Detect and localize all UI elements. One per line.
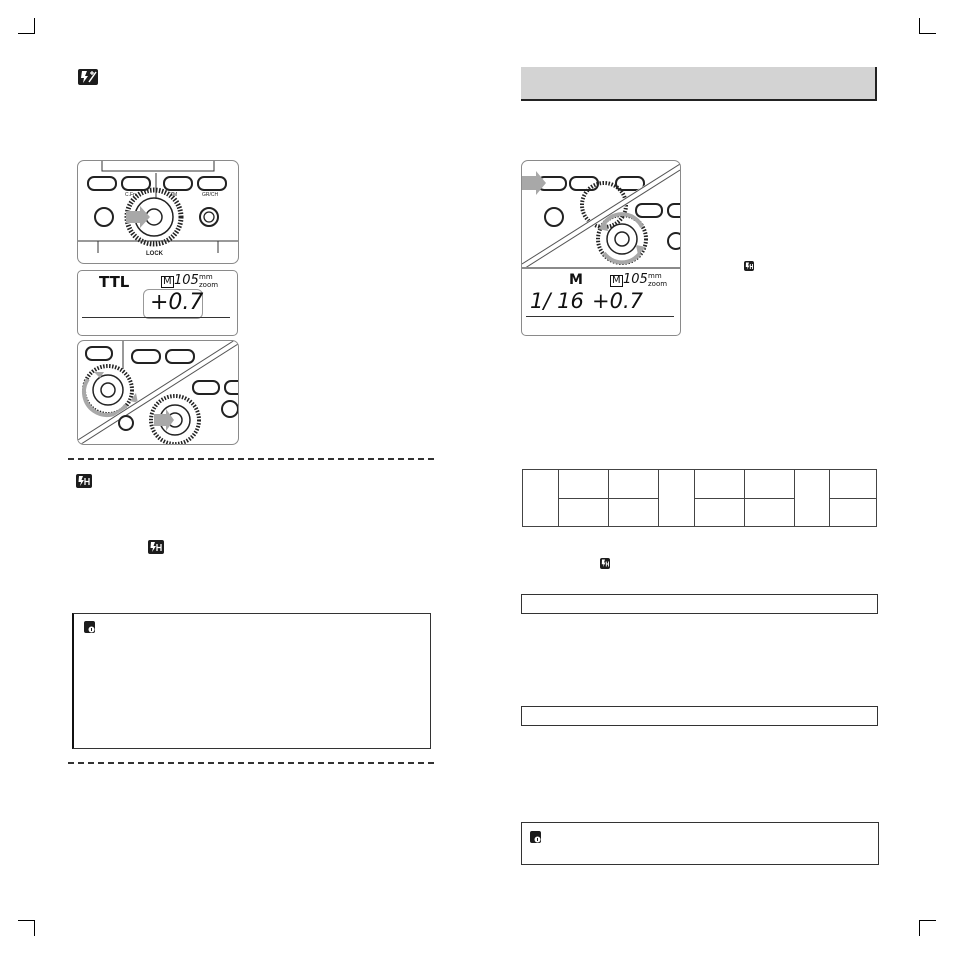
table-cell [829, 469, 877, 499]
crop-mark-top-right-h [919, 33, 936, 34]
table-cell [744, 469, 795, 499]
crop-mark-top-left-v [34, 18, 35, 34]
note-box-right [521, 822, 879, 865]
lcd-zoom-prefix: M [612, 275, 621, 286]
cfn-button-label: C.Fn [125, 192, 136, 198]
note-icon [84, 621, 95, 633]
crop-mark-top-right-v [919, 18, 920, 34]
lcd-power: 1/ 16 [530, 289, 584, 313]
lcd-zoom-unit-bottom: zoom [648, 280, 668, 288]
crop-mark-bottom-left-v [34, 920, 35, 936]
info-bar-1 [521, 594, 878, 614]
table-cell [829, 498, 877, 527]
lcd-mode: TTL [99, 273, 130, 291]
flash-panel-diagram-3 [521, 160, 681, 268]
lcd-display-ttl [77, 270, 238, 336]
table-cell [694, 498, 745, 527]
high-speed-sync-inline-icon [148, 540, 164, 554]
settings-table [522, 469, 877, 527]
section-divider-bottom [68, 762, 434, 764]
lcd-zoom-unit-bottom: zoom [199, 281, 219, 289]
table-cell [608, 498, 659, 527]
table-cell [794, 469, 830, 527]
table-cell [558, 498, 609, 527]
lock-label: LOCK [146, 251, 163, 257]
lcd-compensation: +0.7 [592, 289, 643, 313]
lcd-zoom-value: 105 [623, 272, 648, 287]
flash-panel-diagram-2 [77, 340, 239, 445]
lcd-baseline [526, 316, 674, 317]
flash-panel-diagram-1 [77, 160, 239, 264]
lcd-zoom-unit-top: mm [648, 272, 662, 280]
zoom-button-label: ZM [170, 192, 178, 198]
high-speed-sync-inline-icon-right-2 [600, 558, 610, 569]
lcd-mode: M [569, 272, 583, 288]
table-cell [658, 469, 695, 527]
lcd-zoom-prefix: M [163, 276, 172, 287]
table-cell [558, 469, 609, 499]
crop-mark-bottom-right-h [919, 920, 936, 921]
table-cell [744, 498, 795, 527]
crop-mark-bottom-left-h [18, 920, 35, 921]
lcd-compensation: +0.7 [150, 290, 204, 315]
lcd-zoom-unit-top: mm [199, 273, 213, 281]
note-box-left [72, 613, 431, 749]
info-bar-2 [521, 706, 878, 726]
section-divider-top [68, 458, 434, 460]
flash-exposure-compensation-icon [78, 69, 98, 85]
section-header-bar [521, 67, 877, 101]
grch-button-label: GR/CH [202, 192, 219, 198]
note-icon [530, 831, 541, 843]
crop-mark-bottom-right-v [919, 920, 920, 936]
crop-mark-top-left-h [18, 33, 35, 34]
table-cell [522, 469, 559, 527]
lcd-baseline [82, 317, 230, 318]
high-speed-sync-inline-icon-right [744, 261, 754, 271]
lcd-display-manual [521, 268, 681, 336]
high-speed-sync-icon [76, 474, 92, 488]
table-cell [694, 469, 745, 499]
table-cell [608, 469, 659, 499]
lcd-zoom-value: 105 [174, 273, 199, 288]
